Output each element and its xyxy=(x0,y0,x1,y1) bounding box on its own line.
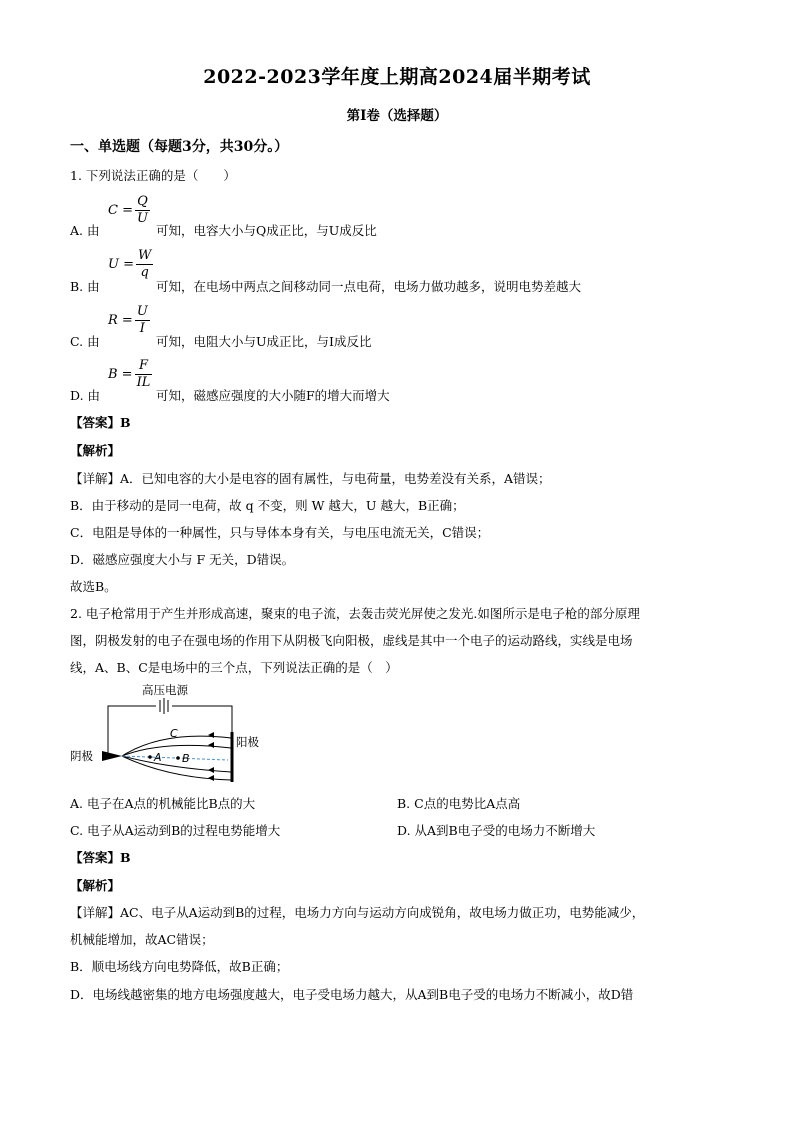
q2-option-c: C. 电子从A运动到B的过程电势能增大 xyxy=(70,823,281,838)
formula-denominator: I xyxy=(139,321,145,336)
q1-c-formula xyxy=(108,304,150,337)
point-b-dot xyxy=(176,756,180,760)
cathode-label: 阴极 xyxy=(70,749,93,763)
q1-analysis-heading: 【解析】 xyxy=(70,443,121,458)
q1-d-label: D. 由 xyxy=(70,388,101,403)
q1-detail-line: B．由于移动的是同一电荷，故 q 不变，则 W 越大，U 越大，B正确； xyxy=(70,498,465,513)
q2-detail-line: B．顺电场线方向电势降低，故B正确； xyxy=(70,959,289,974)
page-title: 2022-2023学年度上期高2024届半期考试 xyxy=(203,66,591,88)
anode-label: 阳极 xyxy=(236,735,259,749)
part-heading: 第Ⅰ卷（选择题） xyxy=(346,108,448,124)
q1-a-label: A. 由 xyxy=(70,223,100,238)
power-source-label: 高压电源 xyxy=(142,683,188,697)
formula-lhs: B = xyxy=(108,367,133,382)
formula-lhs: U = xyxy=(108,257,134,272)
electron-gun-diagram xyxy=(68,680,268,785)
circuit-wire-right xyxy=(172,706,232,734)
cathode-tip xyxy=(102,751,122,761)
q2-analysis-heading: 【解析】 xyxy=(70,878,121,893)
q1-a-text: 可知，电容大小与Q成正比，与U成反比 xyxy=(156,223,377,238)
q2-option-d: D. 从A到B电子受的电场力不断增大 xyxy=(397,823,596,838)
q1-b-label: B. 由 xyxy=(70,279,100,294)
q2-option-a: A. 电子在A点的机械能比B点的大 xyxy=(70,796,256,811)
field-arrow xyxy=(208,742,214,748)
formula-numerator: Q xyxy=(135,194,150,211)
q1-detail-line: 故选B。 xyxy=(70,579,117,594)
point-a-dot xyxy=(148,755,152,759)
point-a-label: A xyxy=(154,751,162,764)
field-arrow xyxy=(208,775,214,781)
q1-d-formula xyxy=(108,358,152,391)
q2-stem-line: 图，阴极发射的电子在强电场的作用下从阴极飞向阳极，虚线是其中一个电子的运动路线，实线是电场 xyxy=(70,633,633,648)
field-arrow xyxy=(208,767,214,773)
formula-denominator: IL xyxy=(136,375,151,390)
q1-detail-line: D．磁感应强度大小与 F 无关，D错误。 xyxy=(70,552,295,567)
field-arrow xyxy=(208,732,214,738)
q1-c-label: C. 由 xyxy=(70,334,100,349)
q2-stem-line: 线，A、B、C是电场中的三个点，下列说法正确的是（ ） xyxy=(70,660,398,675)
q2-detail-line: D．电场线越密集的地方电场强度越大，电子受电场力越大，从A到B电子受的电场力不断减小，故D错 xyxy=(70,987,634,1002)
q1-answer: 【答案】B xyxy=(70,415,131,430)
formula-numerator: U xyxy=(136,304,148,319)
q1-c-text: 可知，电阻大小与U成正比，与I成反比 xyxy=(156,334,372,349)
q2-detail-line: 机械能增加，故AC错误； xyxy=(70,932,214,947)
q1-a-formula xyxy=(108,194,150,227)
q1-b-formula xyxy=(108,248,153,281)
formula-denominator: U xyxy=(136,211,148,226)
formula-lhs: R = xyxy=(108,313,133,328)
q2-option-b: B. C点的电势比A点高 xyxy=(397,796,521,811)
q1-stem: 1. 下列说法正确的是（ ） xyxy=(70,168,236,183)
q2-answer: 【答案】B xyxy=(70,850,131,865)
q1-detail-line: C．电阻是导体的一种属性，只与导体本身有关，与电压电流无关，C错误； xyxy=(70,525,490,540)
section-heading: 一、单选题（每题3分，共30分。） xyxy=(70,139,289,155)
formula-numerator: W xyxy=(137,248,152,263)
formula-denominator: q xyxy=(140,265,149,280)
formula-numerator: F xyxy=(135,358,153,375)
point-b-label: B xyxy=(182,752,190,765)
q2-detail-line: 【详解】AC、电子从A运动到B的过程，电场力方向与运动方向成锐角，故电场力做正功，电势能减少， xyxy=(70,905,645,920)
circuit-wire-left xyxy=(108,706,156,755)
q1-detail-line: 【详解】A．已知电容的大小是电容的固有属性，与电荷量，电势差没有关系，A错误； xyxy=(70,471,551,486)
q2-stem-line: 2. 电子枪常用于产生并形成高速，聚束的电子流，去轰击荧光屏使之发光.如图所示是电子枪的部分原理 xyxy=(70,606,640,621)
q1-b-text: 可知，在电场中两点之间移动同一点电荷，电场力做功越多，说明电势差越大 xyxy=(156,279,582,294)
formula-lhs: C = xyxy=(108,203,133,218)
point-c-label: C xyxy=(170,727,178,740)
q1-d-text: 可知，磁感应强度的大小随F的增大而增大 xyxy=(156,388,390,403)
